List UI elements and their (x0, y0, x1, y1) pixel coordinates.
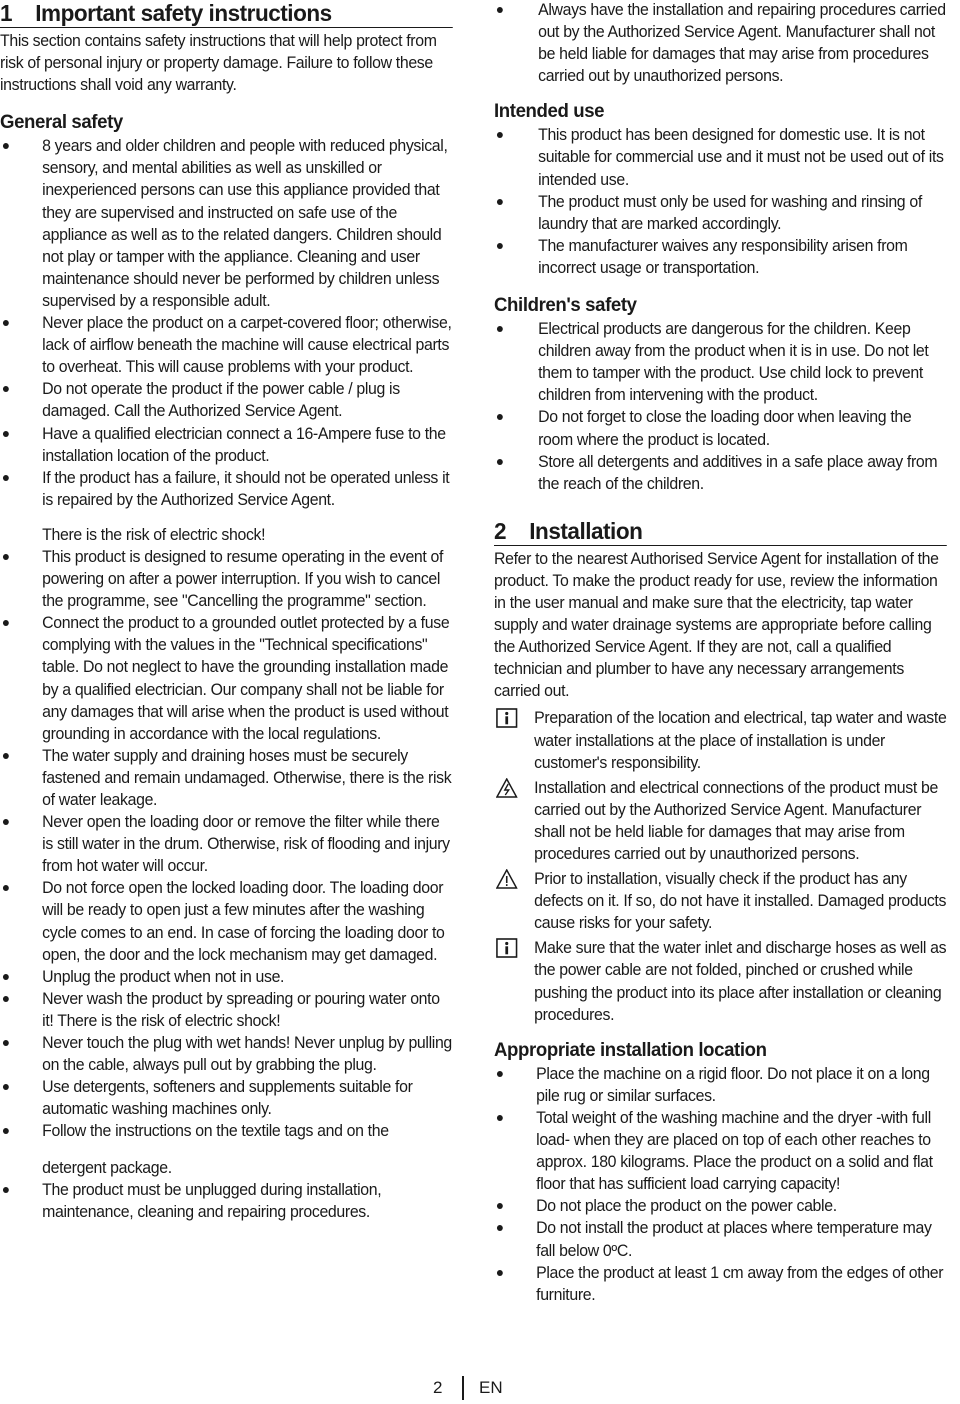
note-text: Make sure that the water inlet and discharge hoses as well as the power cable are not folded, pinched or crushed while pushing the product into its place after installation or cleaning procedures. (534, 939, 947, 1024)
list-item: Use detergents, softeners and supplements suitable for automatic washing machines only. (0, 1076, 453, 1120)
section-2-intro: Refer to the nearest Authorised Service Agent for installation of the product. To make the product ready for use, review the information in the user manual and make sure that the electricity, tap water supply and water drainage systems are appropriate before calling the Authorized Service Agent. If they are not, call a qualified technician and plumber to have any necessary arrangements carried out. (494, 549, 939, 701)
list-item: Total weight of the washing machine and the dryer -with full load- when they are placed on top of each other reaches to approx. 180 kilograms. Place the product on a solid and flat floor that has sufficient load carrying capacity! (494, 1107, 947, 1195)
list-item: The product must only be used for washing and rinsing of laundry that are marked accordingly. (494, 191, 947, 235)
general-safety-list (0, 135, 453, 511)
section-2-title (494, 518, 947, 546)
intended-use-heading: Intended use (494, 101, 605, 123)
list-item: 8 years and older children and people with reduced physical, sensory, and mental abilities as well as unskilled or inexperienced persons can use this appliance provided that they are supervised and instructed on safe use of the appliance as well as to the related dangers. Children should not play or tamper with the appliance. Cleaning and user maintenance should never be performed by children unless supervised by a responsible adult. (0, 135, 453, 312)
list-item: Do not install the product at places where temperature may fall below 0ºC. (494, 1217, 947, 1261)
installation-location-heading: Appropriate installation location (494, 1039, 767, 1061)
list-item: If the product has a failure, it should not be operated unless it is repaired by the Authorized Service Agent. (0, 467, 453, 511)
list-item: Do not force open the locked loading door. The loading door will be ready to open just a few minutes after the washing cycle comes to an end. In case of forcing the loading door to open, the door and the lock mechanism may get damaged. (0, 877, 453, 965)
list-item: The manufacturer waives any responsibility arisen from incorrect usage or transportation. (494, 235, 947, 279)
page-footer (0, 1376, 960, 1404)
intended-use-list (494, 124, 947, 279)
list-item: Connect the product to a grounded outlet protected by a fuse complying with the values in the "Technical specifications" table. Do not neglect to have the grounding installation made by a qualified electrician. Our company shall not be liable for any damages that will arise when the product is used without grounding in accordance with the local regulations. (0, 612, 453, 745)
list-item: This product has been designed for domestic use. It is not suitable for commercial use and it must not be used out of its intended use. (494, 124, 947, 190)
info-icon (496, 938, 518, 958)
list-item: Place the product at least 1 cm away from the edges of other furniture. (494, 1262, 947, 1306)
note-info (494, 707, 947, 773)
list-item: Follow the instructions on the textile tags and on the (0, 1120, 453, 1142)
list-item: Never wash the product by spreading or pouring water onto it! There is the risk of electric shock! (0, 988, 453, 1032)
right-column (494, 0, 947, 1306)
childrens-safety-heading: Children's safety (494, 295, 637, 317)
section-number: 2 (494, 517, 507, 544)
section-number: 1 (0, 0, 13, 26)
list-item: Do not place the product on the power cable. (494, 1195, 947, 1217)
list-item: Electrical products are dangerous for the children. Keep children away from the product when it is in use. Do not let them to tamper with the product. Use child lock to prevent children from intervening with the product. (494, 318, 947, 406)
page-number: 2 (433, 1378, 443, 1397)
list-item: Place the machine on a rigid floor. Do not place it on a long pile rug or similar surfaces. (494, 1063, 947, 1107)
list-item: Never touch the plug with wet hands! Never unplug by pulling on the cable, always pull out by grabbing the plug. (0, 1032, 453, 1076)
footer-divider (462, 1376, 464, 1400)
section-title-text: Installation (529, 517, 643, 544)
general-safety-list-3 (0, 1179, 453, 1223)
left-column (0, 0, 453, 1223)
note-electric-warning (494, 777, 947, 865)
electric-shock-note: There is the risk of electric shock! (42, 525, 266, 544)
electric-warning-icon (496, 778, 518, 798)
note-text: Installation and electrical connections of the product must be carried out by the Authorized Service Agent. Manufacturer shall not be held liable for damages that may arise from procedures carried out by unauthorized persons. (534, 778, 938, 863)
list-item: The product must be unplugged during installation, maintenance, cleaning and repairing procedures. (0, 1179, 453, 1223)
list-item: Never open the loading door or remove the filter while there is still water in the drum. Otherwise, risk of flooding and injury from hot water will occur. (0, 811, 453, 877)
list-item: Have a qualified electrician connect a 16-Ampere fuse to the installation location of the product. (0, 423, 453, 467)
list-item: Do not operate the product if the power cable / plug is damaged. Call the Authorized Service Agent. (0, 378, 453, 422)
list-item: Unplug the product when not in use. (0, 966, 453, 988)
section-1-intro: This section contains safety instructions that will help protect from risk of personal injury or property damage. Failure to follow these instructions shall void any warranty. (0, 32, 437, 95)
list-item: The water supply and draining hoses must be securely fastened and remain undamaged. Otherwise, there is the risk of water leakage. (0, 745, 453, 811)
general-safety-list-2 (0, 546, 453, 1143)
right-top-list (494, 0, 947, 87)
warning-icon (496, 869, 518, 889)
list-item: Always have the installation and repairing procedures carried out by the Authorized Service Agent. Manufacturer shall not be held liable for damages that may arise from procedures carried out by unauthorized persons. (494, 0, 947, 87)
childrens-safety-list (494, 318, 947, 495)
list-item: Do not forget to close the loading door when leaving the room where the product is located. (494, 406, 947, 450)
note-warning (494, 868, 947, 934)
section-title-text: Important safety instructions (35, 0, 332, 26)
info-icon (496, 708, 518, 728)
language-code: EN (479, 1378, 503, 1397)
note-text: Preparation of the location and electrical, tap water and waste water installations at the place of installation is under customer's responsibility. (534, 709, 947, 772)
note-text: Prior to installation, visually check if the product has any defects on it. If so, do not have it installed. Damaged products cause risks for your safety. (534, 870, 947, 933)
note-info (494, 937, 947, 1025)
list-item: This product is designed to resume operating in the event of powering on after a power interruption. If you wish to cancel the programme, see "Cancelling the programme" section. (0, 546, 453, 612)
list-continuation: detergent package. (42, 1158, 172, 1177)
installation-location-list (494, 1063, 947, 1306)
general-safety-heading: General safety (0, 112, 123, 134)
list-item: Never place the product on a carpet-covered floor; otherwise, lack of airflow beneath the machine will cause electrical parts to overheat. This will cause problems with your product. (0, 312, 453, 378)
section-1-title (0, 0, 453, 28)
list-item: Store all detergents and additives in a safe place away from the reach of the children. (494, 451, 947, 495)
